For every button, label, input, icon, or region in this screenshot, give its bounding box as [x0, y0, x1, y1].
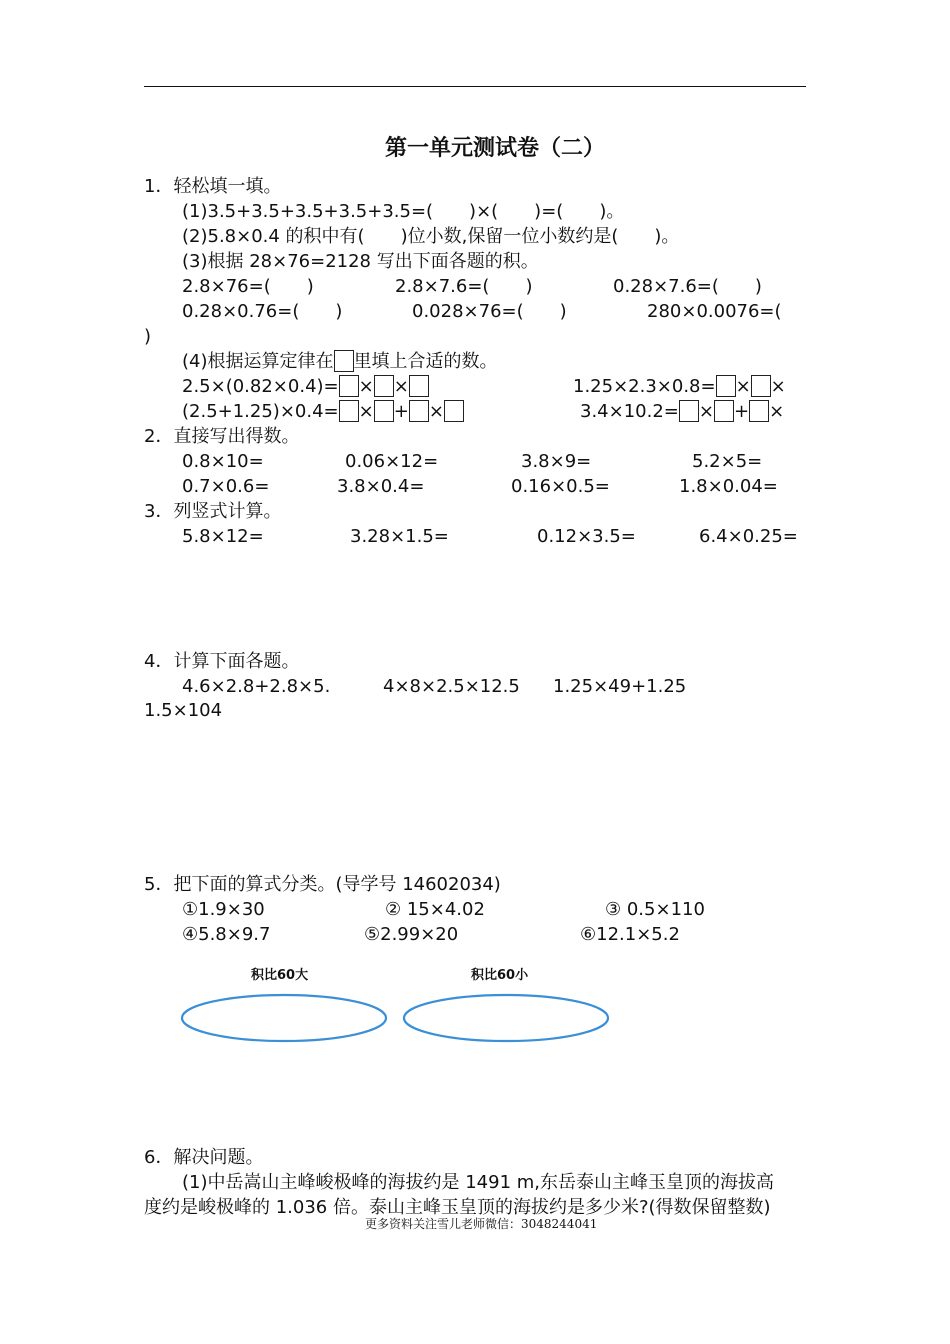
operator: × [358, 401, 374, 422]
answer-box[interactable] [716, 375, 736, 397]
page-title: 第一单元测试卷（二） [384, 135, 605, 161]
answer-box[interactable] [714, 400, 734, 422]
top-rule [144, 86, 806, 87]
answer-box[interactable] [679, 400, 699, 422]
ellipse-greater[interactable] [182, 995, 386, 1041]
q1-p3-item: 2.8×7.6=( ) [395, 276, 533, 297]
q5-heading: 5．把下面的算式分类。(导学号 14602034) [144, 874, 501, 895]
q5-item: ①1.9×30 [182, 899, 265, 920]
q2-item: 0.7×0.6= [182, 476, 270, 497]
footer-note: 更多资料关注雪儿老师微信：3048244041 [365, 1217, 598, 1231]
q2-item: 0.06×12= [345, 451, 439, 472]
q2-item: 3.8×9= [521, 451, 592, 472]
expression: 2.5×(0.82×0.4)= [182, 376, 339, 397]
operator: × [358, 376, 374, 397]
q4-heading: 4．计算下面各题。 [144, 651, 300, 672]
q5-item: ③ 0.5×110 [605, 899, 705, 920]
answer-box[interactable] [409, 375, 429, 397]
answer-box[interactable] [334, 350, 354, 372]
q1-part1: (1)3.5+3.5+3.5+3.5+3.5=( )×( )=( )。 [182, 201, 625, 222]
q4-item: 4×8×2.5×12.5 [383, 676, 520, 697]
q1-part4-post: 里填上合适的数。 [353, 351, 498, 372]
q1-part4-pre: (4)根据运算定律在 [182, 351, 334, 372]
q1-p4-row-c [182, 400, 464, 424]
expression: 1.25×2.3×0.8= [573, 376, 716, 397]
q5-item: ④5.8×9.7 [182, 924, 271, 945]
q5-item: ② 15×4.02 [385, 899, 485, 920]
ellipse-less[interactable] [404, 995, 608, 1041]
label-less-than-60: 积比60小 [471, 968, 529, 983]
q1-p4-row-d [580, 400, 784, 424]
q1-part4 [182, 350, 498, 374]
q1-p4-row-b [573, 375, 786, 399]
expression: 3.4×10.2= [580, 401, 679, 422]
operator: × [698, 401, 714, 422]
q6-line2: 度约是峻极峰的 1.036 倍。泰山主峰玉皇顶的海拔约是多少米?(得数保留整数) [144, 1197, 771, 1218]
q3-item: 6.4×0.25= [699, 526, 798, 547]
q4-item: 1.5×104 [144, 700, 223, 721]
q1-heading: 1．轻松填一填。 [144, 176, 282, 197]
q1-p3-item: 0.028×76=( ) [412, 301, 567, 322]
q6-heading: 6．解决问题。 [144, 1147, 264, 1168]
expression: (2.5+1.25)×0.4= [182, 401, 339, 422]
q3-item: 0.12×3.5= [537, 526, 636, 547]
answer-box[interactable] [339, 400, 359, 422]
classification-ellipses [180, 990, 615, 1046]
answer-box[interactable] [409, 400, 429, 422]
answer-box[interactable] [749, 400, 769, 422]
q2-item: 1.8×0.04= [679, 476, 778, 497]
answer-box[interactable] [339, 375, 359, 397]
operator: × [428, 401, 444, 422]
operator: × [769, 401, 785, 422]
q1-part3: (3)根据 28×76=2128 写出下面各题的积。 [182, 251, 539, 272]
answer-box[interactable] [751, 375, 771, 397]
q2-item: 3.8×0.4= [337, 476, 425, 497]
answer-box[interactable] [444, 400, 464, 422]
q1-part2: (2)5.8×0.4 的积中有( )位小数,保留一位小数约是( )。 [182, 226, 680, 247]
q1-p3-item: 280×0.0076=( [647, 301, 782, 322]
q2-item: 5.2×5= [692, 451, 763, 472]
q4-item: 1.25×49+1.25 [553, 676, 687, 697]
q1-p4-row-a [182, 375, 429, 399]
q3-item: 5.8×12= [182, 526, 264, 547]
q1-p3-item: 2.8×76=( ) [182, 276, 314, 297]
label-greater-than-60: 积比60大 [251, 968, 309, 983]
operator: × [393, 376, 409, 397]
q2-item: 0.8×10= [182, 451, 264, 472]
answer-box[interactable] [374, 400, 394, 422]
q5-item: ⑥12.1×5.2 [580, 924, 680, 945]
q1-p3-item: 0.28×7.6=( ) [613, 276, 762, 297]
q6-line1: (1)中岳嵩山主峰峻极峰的海拔约是 1491 m,东岳泰山主峰玉皇顶的海拔高 [182, 1172, 775, 1193]
operator: + [733, 401, 750, 422]
q3-heading: 3．列竖式计算。 [144, 501, 282, 522]
q2-heading: 2．直接写出得数。 [144, 426, 300, 447]
operator: + [393, 401, 409, 422]
q2-item: 0.16×0.5= [511, 476, 610, 497]
q1-p3-item: 0.28×0.76=( ) [182, 301, 343, 322]
q5-item: ⑤2.99×20 [364, 924, 459, 945]
operator: × [770, 376, 786, 397]
answer-box[interactable] [374, 375, 394, 397]
q3-item: 3.28×1.5= [350, 526, 449, 547]
q1-p3-wrap: ) [144, 326, 152, 347]
operator: × [735, 376, 751, 397]
q4-item: 4.6×2.8+2.8×5. [182, 676, 331, 697]
